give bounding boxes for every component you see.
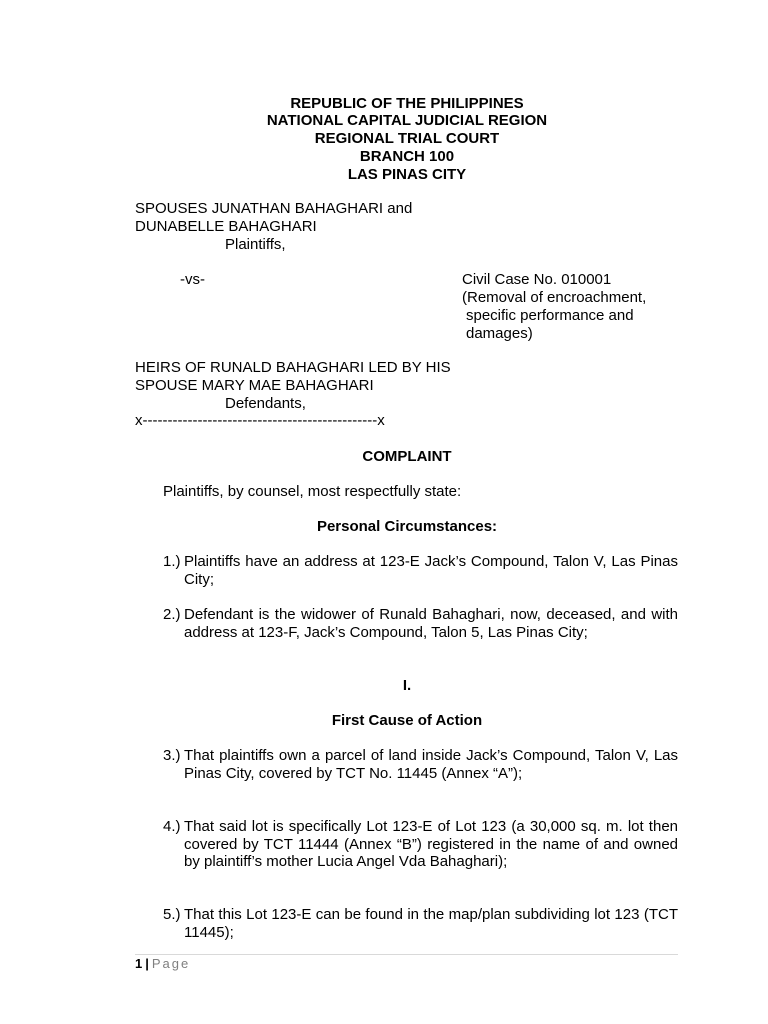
footer-separator: | <box>145 956 149 971</box>
caption-separator: x-----------------------------------------------x <box>135 412 385 429</box>
section-personal-circumstances: Personal Circumstances: <box>316 518 498 535</box>
header-city: LAS PINAS CITY <box>347 166 467 183</box>
header-republic: REPUBLIC OF THE PHILIPPINES <box>290 95 524 112</box>
header-court: REGIONAL TRIAL COURT <box>314 130 500 147</box>
defendant-name-line1: HEIRS OF RUNALD BAHAGHARI LED BY HIS <box>135 359 451 376</box>
section-first-cause-of-action: First Cause of Action <box>331 712 483 729</box>
case-description-line3: damages) <box>466 325 533 342</box>
plaintiff-role: Plaintiffs, <box>225 236 286 253</box>
plaintiff-name-line1: SPOUSES JUNATHAN BAHAGHARI and <box>135 200 413 217</box>
paragraph-5-number: 5.) <box>163 906 181 923</box>
paragraph-2-text: Defendant is the widower of Runald Bahaghari, now, deceased, and with address at 123-F, Jack’s Compound, Talon 5, Las Pinas City; <box>184 606 678 641</box>
defendant-role: Defendants, <box>225 395 306 412</box>
case-description-line1: (Removal of encroachment, <box>462 289 647 306</box>
header-region: NATIONAL CAPITAL JUDICIAL REGION <box>266 112 548 129</box>
paragraph-3-text: That plaintiffs own a parcel of land inside Jack’s Compound, Talon V, Las Pinas City, covered by TCT No. 11445 (Annex “A”); <box>184 747 678 782</box>
intro-statement: Plaintiffs, by counsel, most respectfully state: <box>163 483 462 500</box>
header-branch: BRANCH 100 <box>359 148 455 165</box>
civil-case-number: Civil Case No. 010001 <box>462 271 612 288</box>
roman-numeral-one: I. <box>402 677 412 694</box>
paragraph-4-number: 4.) <box>163 818 181 835</box>
paragraph-1-number: 1.) <box>163 553 181 570</box>
page-number: 1 <box>135 956 143 971</box>
paragraph-3-number: 3.) <box>163 747 181 764</box>
paragraph-4-text: That said lot is specifically Lot 123-E of Lot 123 (a 30,000 sq. m. lot then covered by TCT 11444 (Annex “B”) registered in the name of and owned by plaintiff’s mother Lucia Angel Vda Bahaghari); <box>184 818 678 870</box>
page-footer <box>135 956 190 972</box>
page-label: Page <box>151 956 191 971</box>
plaintiff-name-line2: DUNABELLE BAHAGHARI <box>135 218 317 235</box>
complaint-title: COMPLAINT <box>362 448 452 465</box>
paragraph-1-text: Plaintiffs have an address at 123-E Jack’s Compound, Talon V, Las Pinas City; <box>184 553 678 588</box>
footer-divider <box>135 954 678 955</box>
paragraph-5-text: That this Lot 123-E can be found in the map/plan subdividing lot 123 (TCT 11445); <box>184 906 678 941</box>
case-description-line2: specific performance and <box>466 307 634 324</box>
paragraph-2-number: 2.) <box>163 606 181 623</box>
versus-label: -vs- <box>180 271 205 288</box>
defendant-name-line2: SPOUSE MARY MAE BAHAGHARI <box>135 377 374 394</box>
